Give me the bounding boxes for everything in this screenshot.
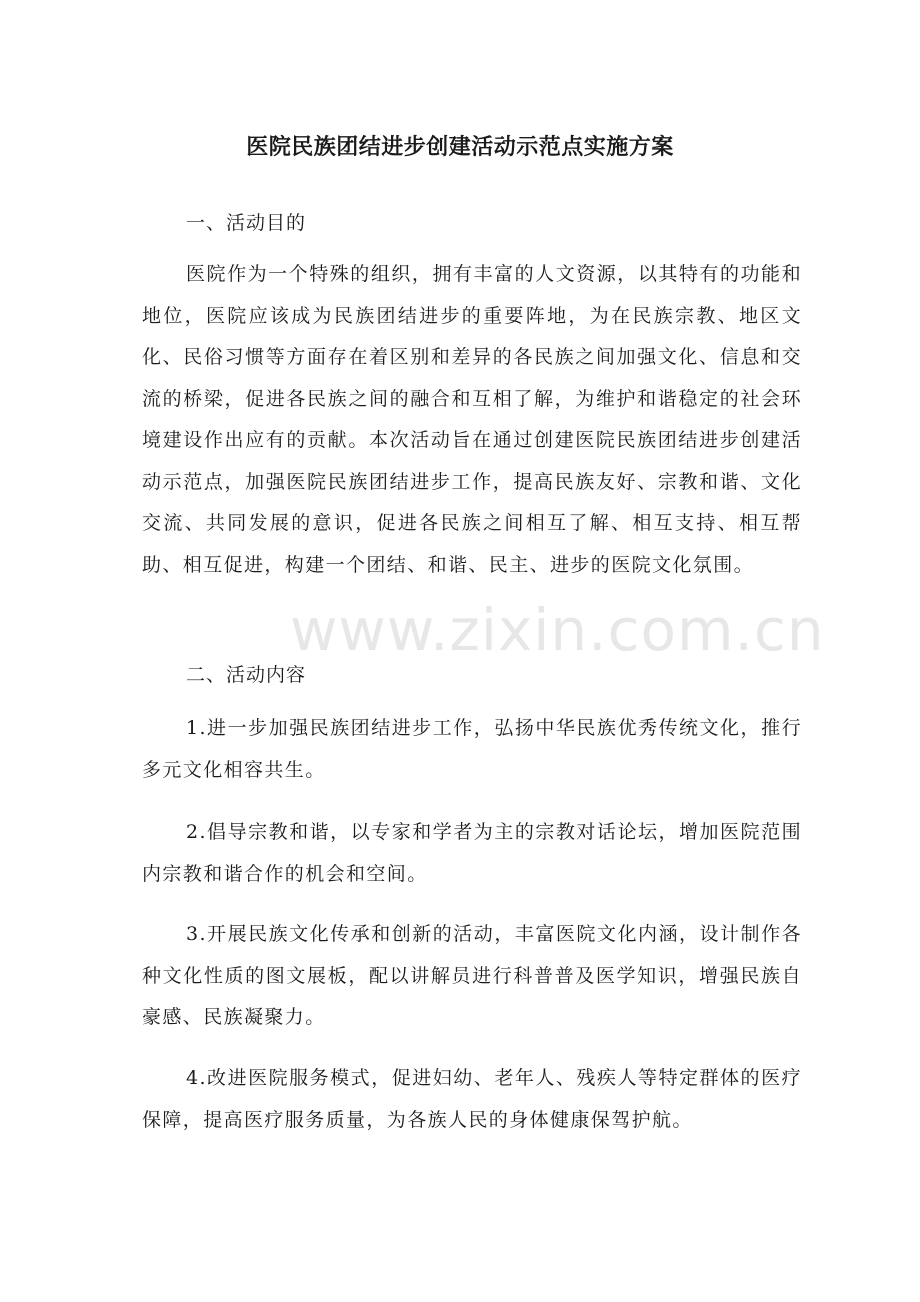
document-title: 医院民族团结进步创建活动示范点实施方案 xyxy=(246,135,674,160)
content-item-1: 1.进一步加强民族团结进步工作，弘扬中华民族优秀传统文化，推行多元文化相容共生。 xyxy=(142,717,802,781)
content-item-2: 2.倡导宗教和谐，以专家和学者为主的宗教对话论坛，增加医院范围内宗教和谐合作的机会和空间。 xyxy=(142,821,802,885)
content-item-3: 3.开展民族文化传承和创新的活动，丰富医院文化内涵，设计制作各种文化性质的图文展板，配以讲解员进行科普普及医学知识，增强民族自豪感、民族凝聚力。 xyxy=(142,923,802,1028)
watermark-text: www.zixin.com.cn xyxy=(290,596,825,664)
section-heading-purpose: 一、活动目的 xyxy=(186,212,307,234)
section-heading-content: 二、活动内容 xyxy=(186,664,307,686)
paragraph-purpose: 医院作为一个特殊的组织，拥有丰富的人文资源，以其特有的功能和地位，医院应该成为民族团结进步的重要阵地，为在民族宗教、地区文化、民俗习惯等方面存在着区别和差异的各民族之间加强文化、信息和交流的桥梁，促进各民族之间的融合和互相了解，为维护和谐稳定的社会环境建设作出应有的贡献。本次活动旨在通过创建医院民族团结进步创建活动示范点，加强医院民族团结进步工作，提高民族友好、宗教和谐、文化交流、共同发展的意识，促进各民族之间相互了解、相互支持、相互帮助、相互促进，构建一个团结、和谐、民主、进步的医院文化氛围。 xyxy=(142,263,802,576)
content-item-4: 4.改进医院服务模式，促进妇幼、老年人、残疾人等特定群体的医疗保障，提高医疗服务质量，为各族人民的身体健康保驾护航。 xyxy=(142,1067,802,1131)
